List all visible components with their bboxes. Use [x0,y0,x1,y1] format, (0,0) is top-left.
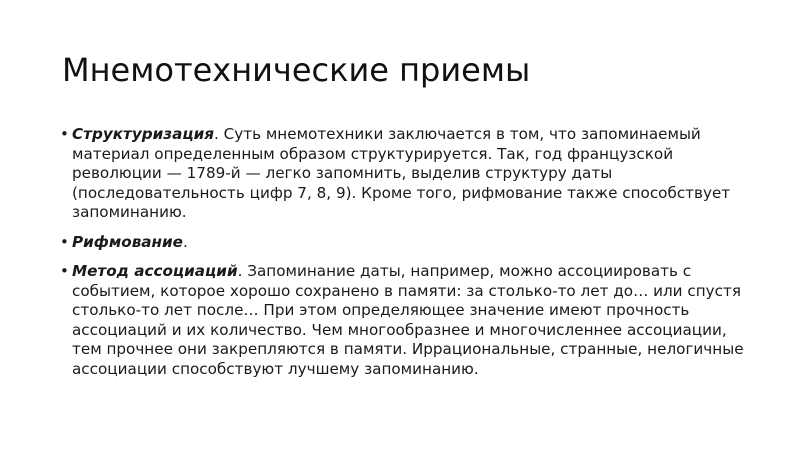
bullet-dot-icon: • [60,262,69,280]
bullet-text: . [183,232,188,251]
bullet-term: Метод ассоциаций [72,262,238,280]
bullet-text: . Суть мнемотехники заключается в том, что запоминаемый материал определенным образом структурируется. Так, год французской революции — 1789-й — легко запомнить, выделив структуру даты (последовательность цифр 7, 8, 9). Кроме того, рифмование также способствует запоминанию. [72,125,731,221]
bullet-list [60,125,750,389]
bullet-term: Рифмование [72,232,183,251]
bullet-dot-icon: • [60,125,69,143]
bullet-item-associations [60,262,750,379]
bullet-dot-icon: • [60,232,69,251]
slide-title: Мнемотехнические приемы [62,51,531,89]
bullet-text: . Запоминание даты, например, можно ассоциировать с событием, которое хорошо сохранено в памяти: за столько-то лет до… или спустя столько-то лет после… При этом определяющее значение имеют прочность ассоциаций и их количество. Чем многообразнее и многочисленнее ассоциации, тем прочнее они закрепляются в памяти. Иррациональные, странные, нелогичные ассоциации способствуют лучшему запоминанию. [72,262,744,378]
bullet-item-rhyming [60,233,750,253]
bullet-term: Структуризация [72,125,214,143]
bullet-item-structuring [60,125,750,223]
